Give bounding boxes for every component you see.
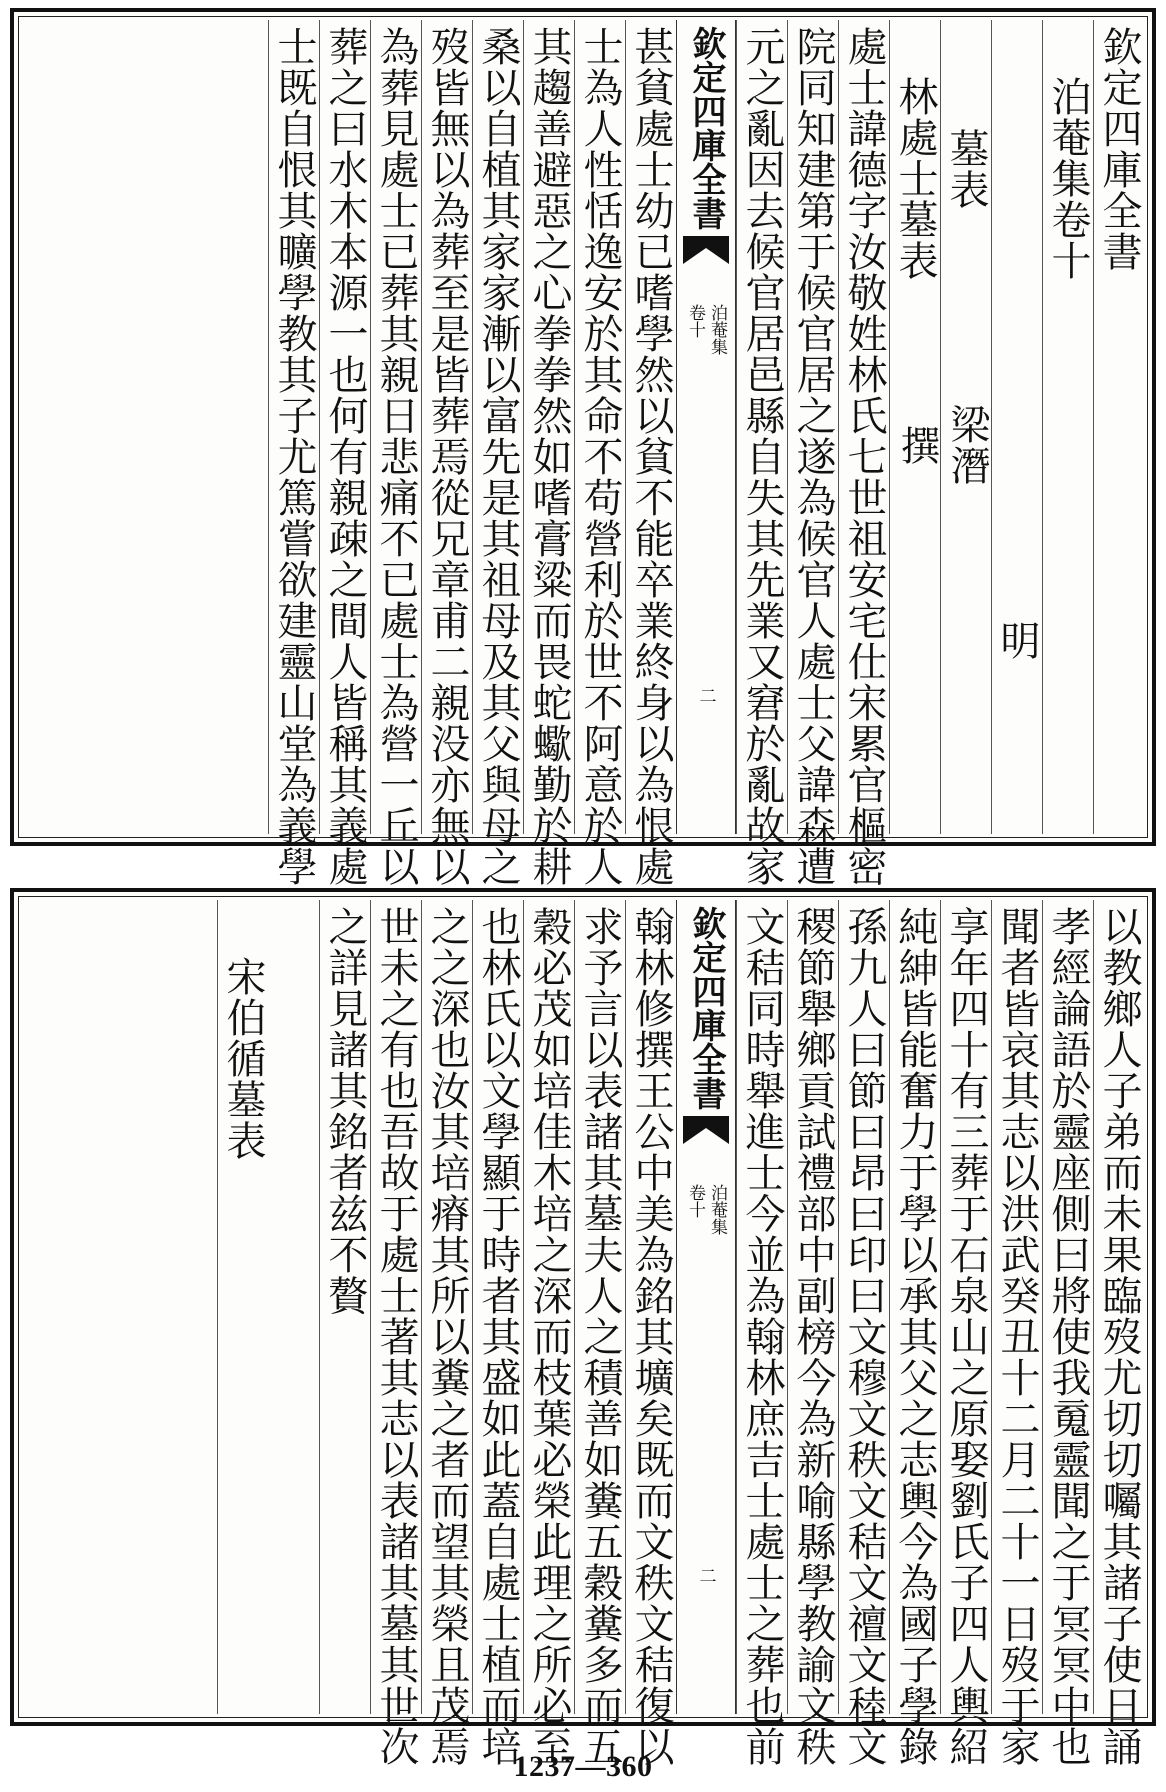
text-line: 也林氏以文學顯于時者其盛如此蓋自處士植而培 [472,900,523,1714]
page-panel-top [10,8,1156,887]
author-name: 梁潛 [944,404,990,486]
fishtail-icon [683,236,729,264]
text-line: 孫九人曰節曰昂曰印曰文穆文秩文秸文䄠文稑文 [838,900,889,1714]
text-line: 為葬見處士已葬其親日悲痛不已處士為營一丘以 [370,20,421,834]
next-essay-title: 宋伯循墓表 [217,900,268,1714]
text-line: 士既自恨其曠學教其子尤篤嘗欲建靈山堂為義學 [268,20,319,834]
text-line: 求予言以表諸其墓夫人之積善如糞五穀糞多而五 [574,900,625,1714]
text-line: 稷節舉鄉貢試禮部中副榜今為新喻縣學教諭文秩 [787,900,838,1714]
text-line: 孝經論語於靈座側曰將使我䰟靈聞之于冥冥中也 [1042,900,1093,1714]
spine-meta [685,1184,727,1235]
text-line: 歿皆無以為葬至是皆葬焉從兄章甫二親没亦無以 [421,20,472,834]
author-dynasty: 明 [994,619,1040,661]
text-line: 之之深也汝其培瘠其所以糞之者而望其榮且茂焉 [421,900,472,1714]
center-spine [676,900,736,1714]
genre-heading: 墓表 [940,20,991,834]
text-columns [22,20,1144,887]
spine-library: 欽定四庫全書 [686,906,726,1110]
spine-book: 泊菴集 [707,1184,727,1235]
text-line [268,900,319,1714]
essay-title: 林處士墓表 [889,20,940,834]
spine-volume: 卷十 [685,1184,705,1218]
header-line: 欽定四庫全書 [1093,20,1144,834]
text-line: 元之亂因去候官居邑縣自失其先業又窘於亂故家 [736,20,787,834]
center-spine [676,20,736,834]
text-line: 處士諱德字汝敬姓林氏七世祖安宅仕宋累官樞密 [838,20,889,834]
text-line: 翰林修撰王公中美為銘其壙矣既而文秩文秸復以 [625,900,676,1714]
spine-meta [685,304,727,355]
text-line: 以教鄉人子弟而未果臨歿尤切切囑其諸子使日誦 [1093,900,1144,1714]
text-line: 聞者皆哀其志以洪武癸丑十二月二十一日歿于家 [991,900,1042,1714]
spine-book: 泊菴集 [707,304,727,355]
spine-page-number: 二 [695,1567,716,1584]
text-line: 之詳見諸其銘者兹不贅 [319,900,370,1714]
text-line: 穀必茂如培佳木培之深而枝葉必榮此理之所必至 [523,900,574,1714]
text-line: 士為人性恬逸安於其命不苟營利於世不阿意於人 [574,20,625,834]
text-line: 其趨善避惡之心拳拳然如嗜膏粱而畏蛇蠍勤於耕 [523,20,574,834]
text-line: 純紳皆能奮力于學以承其父之志輿今為國子學錄 [889,900,940,1714]
spine-page-number: 二 [695,687,716,704]
author-role: 撰 [894,424,940,466]
text-line: 文秸同時舉進士今並為翰林庶吉士處士之葬也前 [736,900,787,1714]
book-title: 泊菴集卷十 [1042,20,1093,834]
text-line: 甚貧處士幼已嗜學然以貧不能卒業終身以為恨處 [625,20,676,834]
text-line: 桑以自植其家家漸以富先是其祖母及其父與母之 [472,20,523,834]
text-line: 世未之有也吾故于處士著其志以表諸其墓其世次 [370,900,421,1714]
fishtail-icon [683,1116,729,1144]
page-footer-number: 1237—360 [513,1750,653,1783]
text-line: 院同知建第于候官居之遂為候官人處士父諱森遭 [787,20,838,834]
spine-volume: 卷十 [685,304,705,338]
spine-library: 欽定四庫全書 [686,26,726,230]
text-line: 享年四十有三葬于石泉山之原娶劉氏子四人輿紹 [940,900,991,1714]
text-line: 葬之曰水木本源一也何有親疎之間人皆稱其義處 [319,20,370,834]
